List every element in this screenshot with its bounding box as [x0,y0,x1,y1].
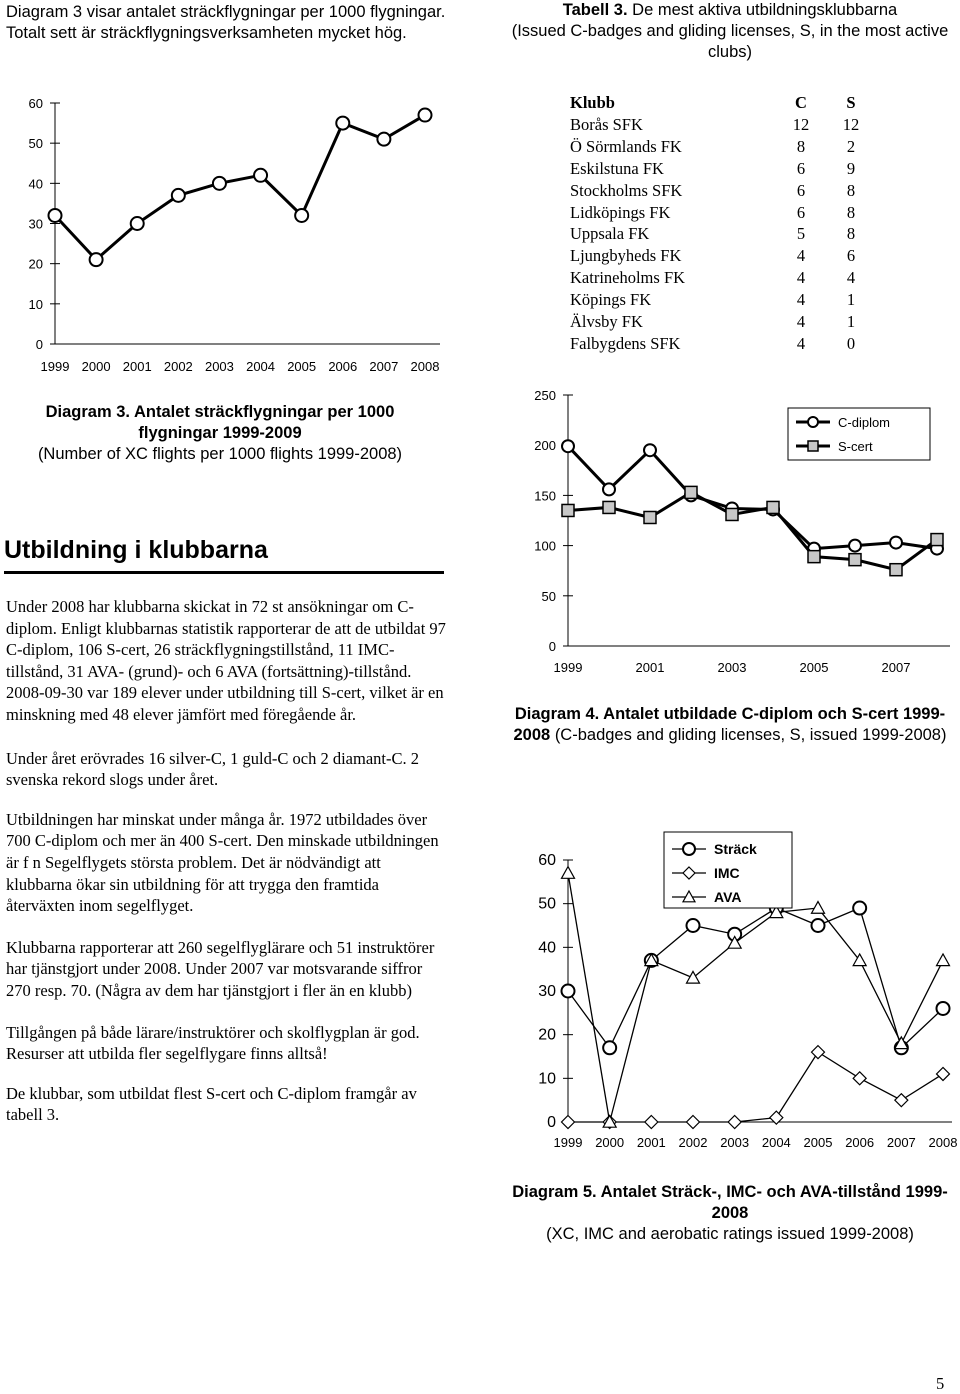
paragraph-1: Under 2008 har klubbarna skickat in 72 st ansökningar om C-diplom. Enligt klubbarnas statistik rapporterar de att de utbildat 97 C-diplom, 106 S-cert, 26 sträckflygningstillstånd, 11 IMC-tillstånd, 31 AVA- (grund)- och 6 AVA (fortsättning)-tillstånd. 2008-09-30 var 189 elever under utbildning till S-cert, vilket är en minskning med 48 elever jämfört med föregående år. [6,597,446,724]
diagram4-chart [500,380,960,685]
x-tick-label: 2000 [595,1135,625,1150]
s-value-cell: 8 [846,202,856,222]
diagram5-caption-rest: (XC, IMC and aerobatic ratings issued 1999-2008) [546,1225,914,1243]
data-point [812,1046,825,1059]
y-tick-label: 60 [538,852,556,869]
x-tick-label: 2005 [803,1135,833,1150]
data-point [603,501,615,513]
data-point [812,919,825,932]
x-tick-label: 2003 [720,1135,750,1150]
legend-label: AVA [714,889,742,905]
data-point [377,133,390,146]
paragraph-6: De klubbar, som utbildat flest S-cert och C-diplom framgår av tabell 3. [6,1083,417,1125]
x-tick-label: 2007 [369,359,399,374]
x-tick-label: 2006 [845,1135,875,1150]
data-point [849,540,861,552]
y-tick-label: 0 [548,639,556,654]
data-point [131,217,144,230]
data-point [849,554,861,566]
y-tick-label: 0 [35,337,43,352]
y-tick-label: 30 [538,983,556,1000]
body-text [6,596,446,1126]
series-line-scert [568,492,937,569]
data-point [562,504,574,516]
club-name-cell: Borås SFK [570,114,643,134]
data-point [808,551,820,563]
legend-label: S-cert [838,439,873,454]
diagram4-caption-bold: Diagram 4. Antalet utbildade C-diplom och S-cert 1999-2008 [513,705,946,744]
table-row [570,311,876,333]
diagram3-caption-bold: Diagram 3. Antalet sträckflygningar per 1000 flygningar 1999-2009 [45,403,395,442]
diagram3-chart [0,88,460,388]
data-point [603,1041,616,1054]
s-value-cell: 12 [842,114,860,134]
club-name-cell: Lidköpings FK [570,202,671,222]
c-value-cell: 5 [796,224,806,244]
page-number: 5 [936,1374,945,1393]
x-tick-label: 2001 [122,359,152,374]
data-point [890,537,902,549]
data-point [645,1116,658,1129]
series-line-cdiplom [568,446,937,548]
s-value-cell: 2 [846,136,856,156]
legend-marker [808,417,818,427]
paragraph-3: Utbildningen har minskat under många år. 1972 utbildades över 700 C-diplom och mer än 400 S-cert. Den minskade utbildningen är f n Segelflygets största problem. Det är nödvändigt att klubbarna ökar sin utbildning för att trygga den framtida återväxten inom segelflyget. [6,809,439,916]
paragraph-4: Klubbarna rapporterar att 260 segelflyglärare och 51 instruktörer har tjänstgjort under 2008. Under 2007 var motsvarande siffror 270 resp. 70. (Några av dem har tjänstgjort i fler än en klubb) [6,937,435,1000]
data-point [767,501,779,513]
x-tick-label: 2007 [886,1135,916,1150]
data-point [937,954,950,966]
data-point [931,534,943,546]
heading-rule [4,571,444,574]
series-line-imc [568,1052,943,1122]
x-tick-label: 2006 [328,359,358,374]
x-tick-label: 2008 [928,1135,958,1150]
c-value-cell: 6 [796,158,806,178]
x-tick-label: 2005 [287,359,317,374]
table3-subtitle: (Issued C-badges and gliding licenses, S, in the most active clubs) [511,22,949,61]
x-tick-label: 2001 [635,660,665,675]
x-tick-label: 2000 [81,359,111,374]
table-row [570,333,876,355]
y-tick-label: 50 [538,895,556,913]
paragraph-5: Tillgången på både lärare/instruktörer och skolflygplan är god. Resurser att utbilda fler segelflygare finns alltså! [6,1022,420,1064]
y-tick-label: 200 [534,438,556,454]
data-point [644,511,656,523]
c-value-cell: 6 [796,202,806,222]
y-tick-label: 10 [28,296,43,312]
table3-title-rest: De mest aktiva utbildningsklubbarna [632,1,898,19]
s-value-cell: 8 [846,224,856,244]
c-value-cell: 4 [796,312,806,332]
data-point [336,117,349,130]
x-tick-label: 2004 [246,359,276,374]
data-point [853,902,866,915]
club-name-cell: Ö Sörmlands FK [570,136,682,156]
y-tick-label: 20 [538,1026,556,1044]
x-tick-label: 2008 [410,359,440,374]
club-name-cell: Stockholms SFK [570,180,683,200]
club-name-cell: Köpings FK [570,290,652,310]
y-tick-label: 150 [534,488,556,504]
table3-title-bold: Tabell 3. [562,1,628,19]
s-value-cell: 1 [846,290,856,310]
legend-marker [808,441,818,451]
x-tick-label: 2001 [636,1135,666,1150]
diagram5-caption-bold: Diagram 5. Antalet Sträck-, IMC- och AVA-tillstånd 1999-2008 [512,1183,948,1222]
y-tick-label: 30 [28,216,43,232]
y-tick-label: 50 [541,588,556,604]
c-value-cell: 6 [796,180,806,200]
data-point [295,209,308,222]
x-tick-label: 1999 [553,660,583,675]
data-point [213,177,226,190]
legend-label: Sträck [714,841,757,857]
table-row [570,289,876,311]
data-point [562,985,575,998]
data-point [172,189,185,202]
data-point [937,1002,950,1015]
c-value-cell: 4 [796,333,806,353]
header-club: Klubb [570,93,615,112]
y-tick-label: 60 [28,96,43,111]
s-value-cell: 4 [846,268,856,288]
table-row [570,180,876,202]
paragraph-2: Under året erövrades 16 silver-C, 1 guld-C och 2 diamant-C. 2 svenska rekord slogs under året. [6,748,419,790]
data-point [812,902,825,914]
data-point [687,971,700,983]
data-point [603,483,615,495]
data-point [90,253,103,266]
x-tick-label: 1999 [553,1135,583,1150]
y-tick-label: 250 [534,388,556,403]
diagram3-caption [20,402,420,465]
diagram4-caption-rest: (C-badges and gliding licenses, S, issued 1999-2008) [554,726,947,744]
data-point [895,1094,908,1107]
data-point [853,1072,866,1085]
y-tick-label: 50 [28,136,43,152]
data-point [890,564,902,576]
data-point [644,444,656,456]
clubs-table-wrap [570,92,876,355]
data-point [937,1067,950,1080]
c-value-cell: 8 [796,136,806,156]
y-tick-label: 0 [547,1114,556,1131]
data-point [562,1116,575,1129]
s-value-cell: 6 [846,246,856,266]
clubs-table [570,92,876,355]
table-header-row [570,92,876,114]
section-heading: Utbildning i klubbarna [4,536,268,564]
table-row [570,136,876,158]
table-row [570,114,876,136]
x-tick-label: 1999 [40,359,70,374]
y-tick-label: 100 [534,538,556,554]
data-point [254,169,267,182]
club-name-cell: Eskilstuna FK [570,158,664,178]
y-tick-label: 40 [538,939,556,957]
diagram3-caption-rest: (Number of XC flights per 1000 flights 1999-2008) [37,445,403,463]
table-row [570,223,876,245]
x-tick-label: 2002 [163,359,193,374]
c-value-cell: 4 [796,290,806,310]
club-name-cell: Ljungbyheds FK [570,246,682,266]
intro-text: Diagram 3 visar antalet sträckflygningar per 1000 flygningar. Totalt sett är sträckflygningsverksamheten mycket hög. [6,3,446,42]
data-point [685,486,697,498]
x-tick-label: 2003 [717,660,747,675]
c-value-cell: 4 [796,268,806,288]
y-tick-label: 20 [28,256,43,272]
x-tick-label: 2003 [204,359,234,374]
c-value-cell: 4 [796,246,806,266]
data-point [562,440,574,452]
diagram4-caption [500,704,960,746]
s-value-cell: 9 [846,158,856,178]
header-c: C [795,93,807,112]
series-line-main [55,115,425,260]
table-row [570,158,876,180]
data-point [419,109,432,122]
data-point [687,919,700,932]
club-name-cell: Katrineholms FK [570,268,686,288]
s-value-cell: 0 [846,333,856,353]
x-tick-label: 2007 [881,660,911,675]
data-point [49,209,62,222]
diagram5-caption [500,1182,960,1245]
x-tick-label: 2002 [678,1135,708,1150]
data-point [687,1116,700,1129]
s-value-cell: 1 [846,312,856,332]
y-tick-label: 10 [538,1070,556,1088]
y-tick-label: 40 [28,176,43,192]
x-tick-label: 2004 [761,1135,791,1150]
club-name-cell: Älvsby FK [570,312,643,332]
s-value-cell: 8 [846,180,856,200]
x-tick-label: 2005 [799,660,829,675]
legend-label: C-diplom [838,415,891,430]
diagram5-chart [500,830,960,1160]
table-row [570,202,876,224]
club-name-cell: Falbygdens SFK [570,333,681,353]
table-row [570,267,876,289]
data-point [726,508,738,520]
legend-label: IMC [714,865,740,881]
data-point [728,1116,741,1129]
table-row [570,245,876,267]
header-s: S [846,93,856,112]
c-value-cell: 12 [792,114,810,134]
legend-marker [683,843,695,855]
series-line-strck [568,908,943,1048]
table3-title [500,0,960,63]
club-name-cell: Uppsala FK [570,224,650,244]
data-point [562,867,575,879]
